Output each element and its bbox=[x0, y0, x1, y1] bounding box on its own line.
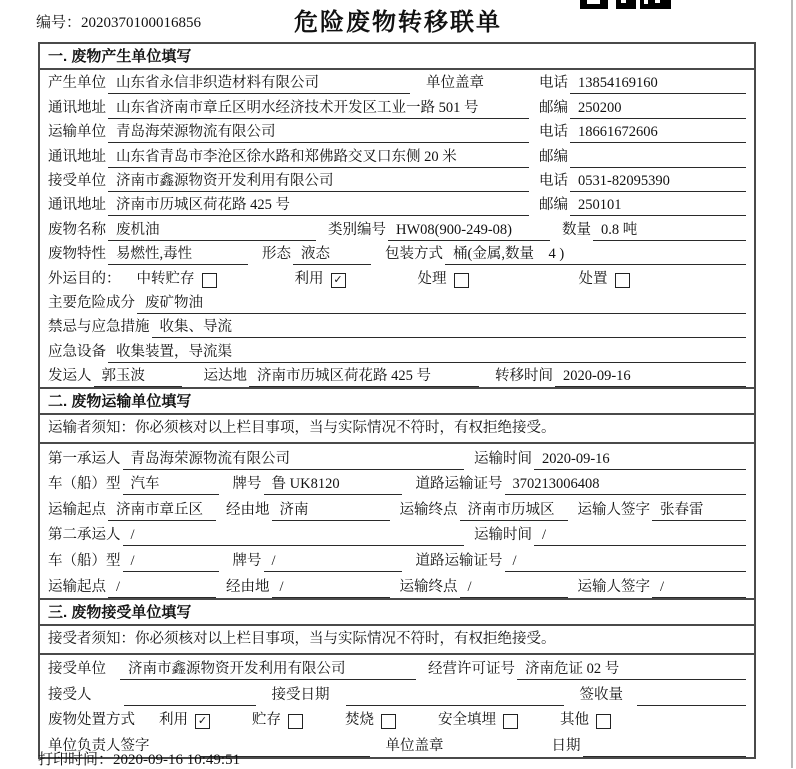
field-label: 经由地 bbox=[226, 501, 270, 518]
checkbox-transfer-storage bbox=[202, 273, 217, 288]
section-receiver-heading: 三. 废物接受单位填写 bbox=[40, 600, 754, 626]
field-value: 济南市历城区荷花路 425 号 bbox=[249, 364, 479, 387]
field-label: 形态 bbox=[262, 246, 291, 263]
field-label: 应急设备 bbox=[48, 343, 106, 360]
row-waste-property bbox=[40, 241, 754, 265]
field-label: 邮编 bbox=[539, 197, 568, 214]
field-value: 济南危证 02 号 bbox=[517, 657, 746, 680]
field-label: 接受人 bbox=[48, 686, 92, 703]
field-value: 370213006408 bbox=[505, 476, 747, 495]
field-label: 废物特性 bbox=[48, 246, 106, 263]
checkbox-label: 贮存 bbox=[252, 712, 281, 729]
row-route-1 bbox=[40, 495, 754, 521]
checkbox-label: 利用 bbox=[294, 270, 324, 287]
field-value: / bbox=[505, 553, 747, 572]
row-second-carrier bbox=[40, 521, 754, 547]
field-label: 类别编号 bbox=[328, 221, 386, 238]
field-value: 0531-82095390 bbox=[570, 173, 746, 192]
field-value bbox=[570, 151, 746, 168]
field-label: 运输人签字 bbox=[577, 578, 650, 595]
field-value: 汽车 bbox=[123, 472, 219, 495]
section-transporter bbox=[40, 387, 754, 598]
row-transport-address bbox=[40, 143, 754, 167]
field-value: 山东省济南市章丘区明水经济技术开发区工业一路 501 号 bbox=[108, 96, 529, 119]
field-label: 日期 bbox=[551, 738, 581, 755]
field-label: 道路运输证号 bbox=[415, 476, 503, 493]
row-accept-unit bbox=[40, 655, 754, 681]
field-label: 外运目的： bbox=[48, 270, 121, 287]
receiver-notice: 接受者须知：你必须核对以上栏目事项，当与实际情况不符时，有权拒绝接受。 bbox=[40, 626, 754, 655]
row-receiver-address bbox=[40, 192, 754, 216]
field-label: 电话 bbox=[539, 124, 568, 141]
section-producer-heading: 一. 废物产生单位填写 bbox=[40, 44, 754, 70]
field-label: 通讯地址 bbox=[48, 99, 106, 116]
field-label: 数量 bbox=[562, 221, 591, 238]
row-first-carrier bbox=[40, 444, 754, 470]
field-label: 车（船）型 bbox=[48, 553, 121, 570]
field-label: 运输时间 bbox=[474, 527, 532, 544]
field-label: 单位盖章 bbox=[385, 738, 444, 755]
section-transporter-heading: 二. 废物运输单位填写 bbox=[40, 389, 754, 415]
checkbox-landfill bbox=[503, 714, 518, 729]
page-title: 危险废物转移联单 bbox=[294, 9, 502, 36]
field-label: 运输终点 bbox=[399, 501, 458, 518]
field-value: 液态 bbox=[293, 242, 371, 265]
field-value: 250101 bbox=[570, 197, 746, 216]
field-value: 济南市鑫源物资开发利用有限公司 bbox=[120, 657, 416, 680]
field-label: 接受单位 bbox=[48, 661, 106, 678]
checkbox-dispose bbox=[615, 273, 630, 288]
field-label: 产生单位 bbox=[48, 75, 106, 92]
field-value: 废机油 bbox=[108, 218, 316, 241]
field-value: 张春雷 bbox=[652, 498, 746, 521]
row-transport-unit bbox=[40, 119, 754, 143]
row-producer-address bbox=[40, 94, 754, 118]
field-label: 单位盖章 bbox=[426, 75, 484, 92]
print-time-value: 2020-09-16 10:49:51 bbox=[113, 752, 241, 768]
field-label: 车（船）型 bbox=[48, 476, 121, 493]
field-value: 济南市历城区 bbox=[460, 498, 568, 521]
page-edge-line bbox=[791, 0, 793, 768]
field-label: 转移时间 bbox=[495, 368, 553, 385]
field-value: 250200 bbox=[570, 100, 746, 119]
field-label: 第二承运人 bbox=[48, 527, 121, 544]
field-label: 签收量 bbox=[579, 686, 623, 703]
row-vehicle-type-2 bbox=[40, 546, 754, 572]
field-label: 邮编 bbox=[539, 148, 568, 165]
section-receiver bbox=[40, 598, 754, 757]
field-label: 接受日期 bbox=[271, 686, 330, 703]
field-value: 收集、导流 bbox=[152, 315, 747, 338]
field-value: 桶(金属,数量 4 ) bbox=[445, 242, 746, 265]
checkbox-label: 处置 bbox=[578, 270, 608, 287]
checkbox-utilize: ✓ bbox=[195, 714, 210, 729]
field-label: 运输终点 bbox=[399, 578, 458, 595]
field-value: / bbox=[460, 579, 568, 598]
row-transfer-purpose bbox=[40, 265, 754, 289]
field-label: 牌号 bbox=[232, 553, 262, 570]
field-label: 接受单位 bbox=[48, 172, 106, 189]
field-value: 废矿物油 bbox=[137, 291, 746, 314]
field-label: 主要危险成分 bbox=[48, 294, 135, 311]
serial-label: 编号： bbox=[36, 15, 82, 31]
checkbox-utilize: ✓ bbox=[331, 273, 346, 288]
checkbox-store bbox=[288, 714, 303, 729]
field-value: 青岛海荣源物流有限公司 bbox=[123, 447, 465, 470]
checkbox-label: 利用 bbox=[159, 712, 188, 729]
checkbox-other bbox=[596, 714, 611, 729]
field-value: 收集装置，导流渠 bbox=[108, 340, 746, 363]
section-producer bbox=[40, 44, 754, 387]
print-time bbox=[38, 748, 240, 769]
field-label: 第一承运人 bbox=[48, 450, 121, 467]
field-value: HW08(900-249-08) bbox=[388, 222, 550, 241]
field-label: 单位负责人签字 bbox=[48, 738, 150, 755]
field-value: / bbox=[272, 579, 390, 598]
field-value: 18661672606 bbox=[570, 124, 746, 143]
checkbox-treat bbox=[454, 273, 469, 288]
field-value: 济南 bbox=[272, 498, 390, 521]
field-value: 济南市章丘区 bbox=[108, 498, 216, 521]
field-label: 通讯地址 bbox=[48, 197, 106, 214]
field-label: 邮编 bbox=[539, 99, 568, 116]
field-value: 13854169160 bbox=[570, 75, 746, 94]
field-value bbox=[346, 689, 564, 706]
field-label: 禁忌与应急措施 bbox=[48, 319, 150, 336]
field-label: 运输起点 bbox=[48, 501, 106, 518]
field-label: 运输起点 bbox=[48, 578, 106, 595]
field-value: 2020-09-16 bbox=[555, 368, 746, 387]
row-emergency-measures bbox=[40, 314, 754, 338]
serial-value: 2020370100016856 bbox=[81, 15, 202, 31]
field-label: 电话 bbox=[539, 172, 568, 189]
field-value bbox=[583, 740, 747, 757]
field-label: 发运人 bbox=[48, 368, 92, 385]
checkbox-label: 其他 bbox=[560, 712, 589, 729]
checkbox-incinerate bbox=[381, 714, 396, 729]
field-value: / bbox=[534, 527, 746, 546]
field-value: / bbox=[108, 579, 216, 598]
field-value: 山东省青岛市李沧区徐水路和郑佛路交叉口东侧 20 米 bbox=[108, 145, 529, 168]
row-route-2 bbox=[40, 572, 754, 598]
field-label: 经营许可证号 bbox=[428, 661, 515, 678]
field-label: 牌号 bbox=[232, 476, 262, 493]
field-value: 0.8 吨 bbox=[593, 218, 746, 241]
row-accept-person bbox=[40, 680, 754, 706]
field-value: / bbox=[264, 553, 402, 572]
qr-code-fragment bbox=[580, 0, 672, 10]
row-producer-unit bbox=[40, 70, 754, 94]
field-label: 废物名称 bbox=[48, 221, 106, 238]
field-value: 济南市历城区荷花路 425 号 bbox=[108, 193, 529, 216]
field-value: 易燃性,毒性 bbox=[108, 242, 248, 265]
field-label: 运达地 bbox=[203, 368, 247, 385]
field-label: 运输人签字 bbox=[577, 501, 650, 518]
row-vehicle-type-1 bbox=[40, 470, 754, 496]
checkbox-label: 中转贮存 bbox=[136, 270, 195, 287]
checkbox-label: 安全填埋 bbox=[438, 712, 496, 729]
checkbox-label: 处理 bbox=[417, 270, 447, 287]
field-value: / bbox=[652, 579, 746, 598]
field-value: 2020-09-16 bbox=[534, 451, 746, 470]
row-hazard-component bbox=[40, 290, 754, 314]
field-value bbox=[637, 689, 746, 706]
field-label: 包装方式 bbox=[385, 246, 443, 263]
field-label: 废物处置方式 bbox=[48, 712, 135, 729]
print-time-label: 打印时间： bbox=[38, 752, 114, 768]
field-label: 电话 bbox=[539, 75, 568, 92]
field-value: 青岛海荣源物流有限公司 bbox=[108, 120, 529, 143]
row-disposal-method bbox=[40, 706, 754, 732]
field-value bbox=[124, 689, 256, 706]
field-value: 鲁 UK8120 bbox=[264, 472, 402, 495]
page-header bbox=[0, 0, 796, 40]
field-value: 山东省永信非织造材料有限公司 bbox=[108, 71, 410, 94]
row-receiver-unit bbox=[40, 168, 754, 192]
field-label: 经由地 bbox=[226, 578, 270, 595]
row-emergency-equipment bbox=[40, 338, 754, 362]
manifest-form bbox=[38, 42, 756, 759]
field-label: 运输单位 bbox=[48, 124, 106, 141]
field-label: 道路运输证号 bbox=[415, 553, 503, 570]
field-label: 运输时间 bbox=[474, 450, 532, 467]
field-value: / bbox=[123, 527, 465, 546]
field-value: 郭玉波 bbox=[94, 364, 182, 387]
row-waste-name bbox=[40, 216, 754, 240]
field-value: / bbox=[123, 553, 219, 572]
checkbox-label: 焚烧 bbox=[345, 712, 374, 729]
field-value: 济南市鑫源物资开发利用有限公司 bbox=[108, 169, 529, 192]
row-shipper bbox=[40, 363, 754, 387]
field-label: 通讯地址 bbox=[48, 148, 106, 165]
transporter-notice: 运输者须知：你必须核对以上栏目事项，当与实际情况不符时，有权拒绝接受。 bbox=[40, 415, 754, 444]
